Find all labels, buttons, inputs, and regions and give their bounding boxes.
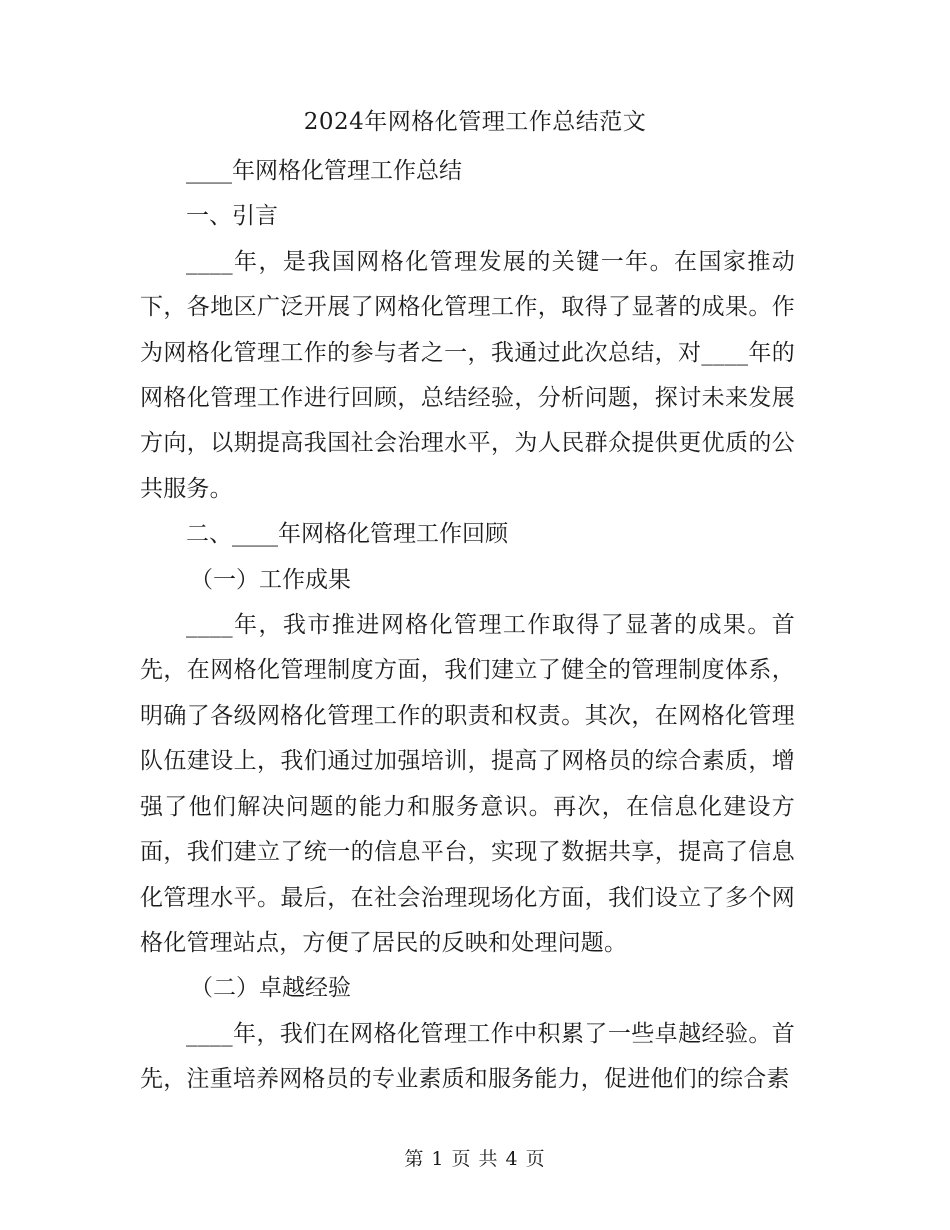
- document-title: 2024年网格化管理工作总结范文: [303, 109, 647, 135]
- section-heading-summary: ____年网格化管理工作总结: [186, 158, 462, 184]
- paragraph-introduction: ____年，是我国网格化管理发展的关键一年。在国家推动下，各地区广泛开展了网格化管理工作，取得了显著的成果。作为网格化管理工作的参与者之一，我通过此次总结，对____年的网格化管理工作进行回顾，总结经验，分析问题，探讨未来发展方向，以期提高我国社会治理水平，为人民群众提供更优质的公共服务。: [140, 248, 795, 502]
- document-body: [140, 149, 795, 1103]
- paragraph-experience: ____年，我们在网格化管理工作中积累了一些卓越经验。首先，注重培养网格员的专业素质和服务能力，促进他们的综合素: [140, 1020, 795, 1093]
- page-footer: 第 1 页 共 4 页: [404, 1148, 546, 1170]
- subheading-experience: （二）卓越经验: [190, 975, 351, 1002]
- subheading-achievements: （一）工作成果: [190, 566, 351, 593]
- section-heading-review: 二、____年网格化管理工作回顾: [186, 521, 508, 548]
- section-heading-introduction: 一、引言: [186, 203, 278, 230]
- paragraph-achievements: ____年，我市推进网格化管理工作取得了显著的成果。首先，在网格化管理制度方面，我们建立了健全的管理制度体系，明确了各级网格化管理工作的职责和权责。其次，在网格化管理队伍建设上，我们通过加强培训，提高了网格员的综合素质，增强了他们解决问题的能力和服务意识。再次，在信息化建设方面，我们建立了统一的信息平台，实现了数据共享，提高了信息化管理水平。最后，在社会治理现场化方面，我们设立了多个网格化管理站点，方便了居民的反映和处理问题。: [140, 612, 795, 956]
